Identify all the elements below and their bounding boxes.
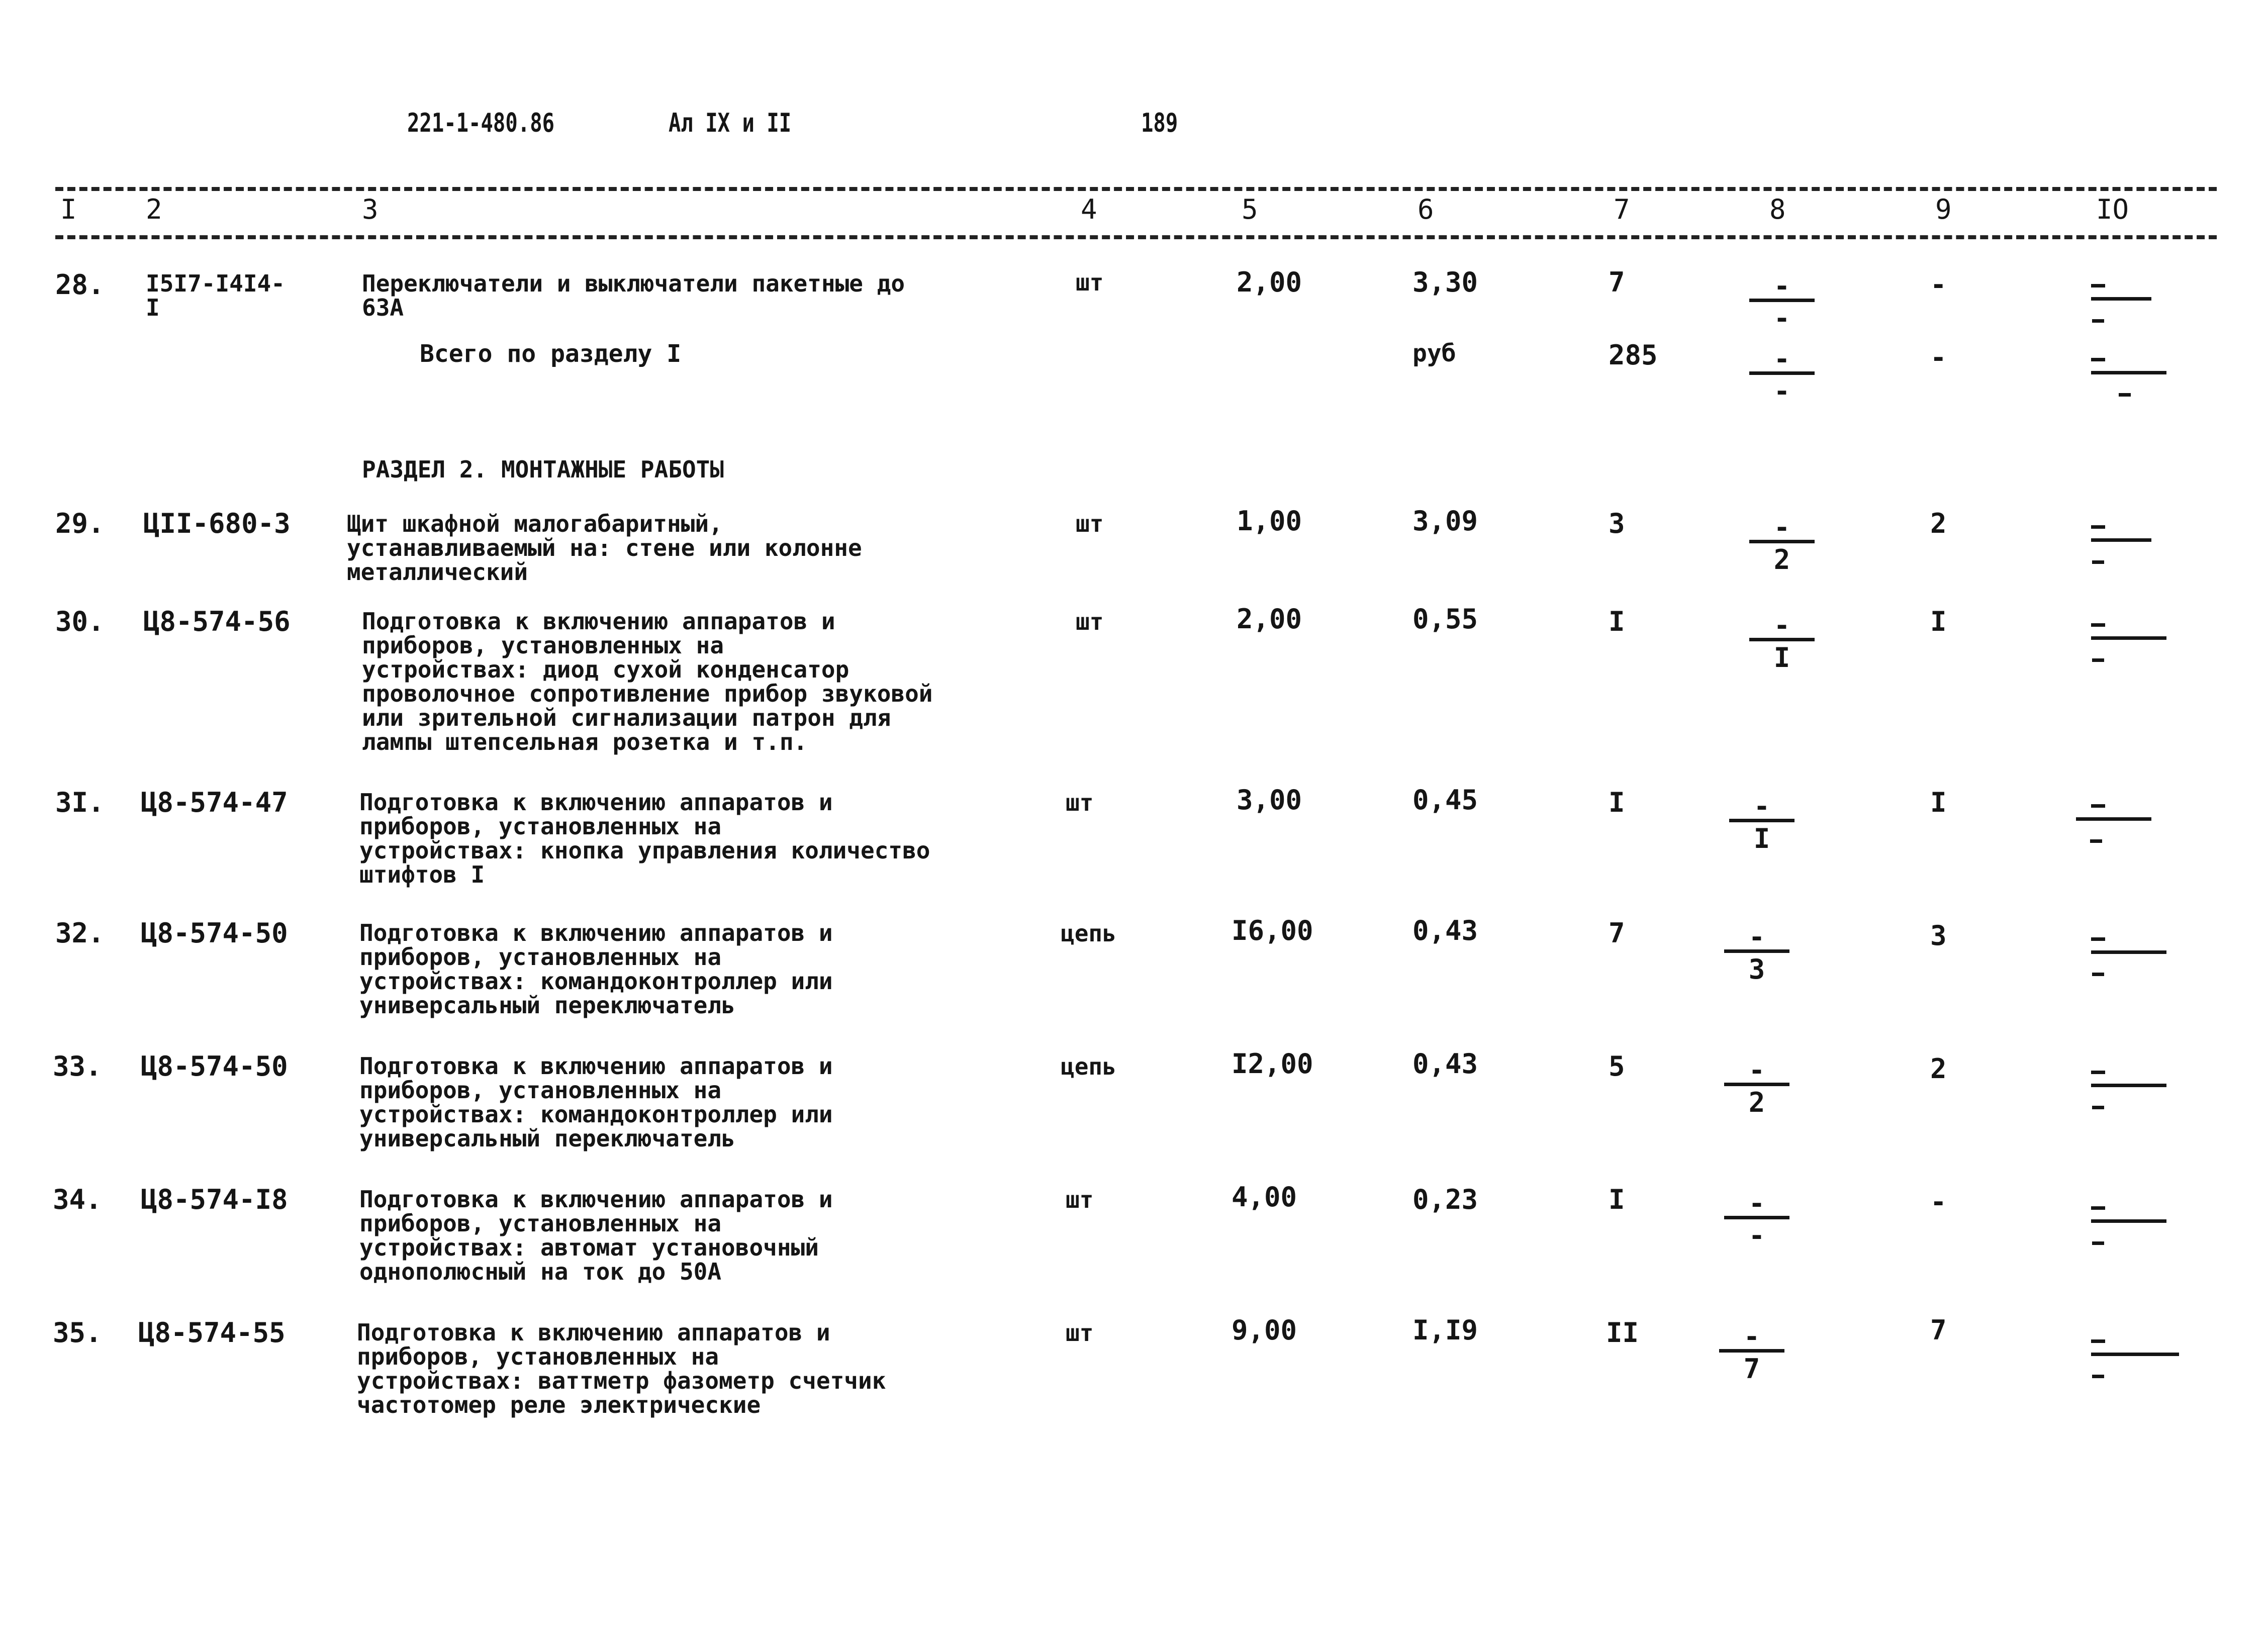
row-unit: шт <box>1076 269 1104 296</box>
row-col9: I <box>1930 787 1947 818</box>
fraction-numerator: - <box>1743 1321 1760 1353</box>
column-header-10: IO <box>2096 194 2129 225</box>
row-unit: шт <box>1066 789 1094 816</box>
column-header-7: 7 <box>1614 194 1630 225</box>
row-unit: шт <box>1076 608 1104 635</box>
row-total: 3 <box>1609 508 1625 539</box>
row-quantity: 1,00 <box>1237 505 1302 537</box>
row-total: 5 <box>1609 1050 1625 1082</box>
row-code: Ц8-574-50 <box>141 917 288 949</box>
fraction-numerator: - <box>1748 1054 1765 1086</box>
row-description: Подготовка к включению аппаратов и приборов, установленных на устройствах: диод сухой конденсатор проволочное сопротивление прибор звуковой или зрительной сигнализации патрон для лампы штепсельная розетка и т.п. <box>362 608 933 755</box>
column-header-3: 3 <box>362 194 379 225</box>
row-col9: I <box>1930 606 1947 637</box>
row-total: I <box>1609 1184 1625 1215</box>
section-title: РАЗДЕЛ 2. МОНТАЖНЫЕ РАБОТЫ <box>362 456 724 483</box>
document-code: 221-1-480.86 <box>407 108 555 138</box>
section-total-col8-fraction <box>1749 343 1815 407</box>
row-number: 34. <box>53 1184 102 1215</box>
fraction-numerator: - <box>1753 791 1770 822</box>
row-quantity: 2,00 <box>1237 603 1302 635</box>
row-unit: шт <box>1066 1186 1094 1213</box>
fraction-numerator: - <box>1748 921 1765 953</box>
row-code: ЦII-680-3 <box>143 508 291 539</box>
column-header-4: 4 <box>1081 194 1097 225</box>
row-price: 3,09 <box>1412 505 1478 537</box>
row-unit: цепь <box>1061 920 1116 947</box>
fraction-denominator: 3 <box>1748 953 1765 985</box>
page-number: 189 <box>1141 108 1178 138</box>
row-code: Ц8-574-56 <box>143 606 291 637</box>
column-header-9: 9 <box>1935 194 1952 225</box>
row-quantity: 9,00 <box>1232 1314 1297 1346</box>
row-number: 3I. <box>55 787 105 818</box>
row-description: Щит шкафной малогабаритный, устанавливаемый на: стене или колонне металлический <box>347 510 862 586</box>
row-quantity: I6,00 <box>1232 915 1313 946</box>
row-quantity: I2,00 <box>1232 1048 1313 1080</box>
row-col9: 3 <box>1930 920 1947 951</box>
row-description: Подготовка к включению аппаратов и приборов, установленных на устройствах: ваттметр фазометр счетчик частотомер реле электрические <box>357 1319 886 1418</box>
row-price: 0,43 <box>1412 1048 1478 1080</box>
fraction-numerator: - <box>1748 1188 1765 1219</box>
row-unit: шт <box>1066 1319 1094 1347</box>
row-price: 0,55 <box>1412 603 1478 635</box>
row-total: I <box>1609 606 1625 637</box>
row-number: 29. <box>55 508 105 539</box>
header-top-divider <box>55 187 2217 191</box>
section-total-amount: 285 <box>1609 339 1658 371</box>
fraction-numerator: - <box>1773 512 1790 543</box>
album-label: Ал IX и II <box>669 108 792 138</box>
row-description: Подготовка к включению аппаратов и приборов, установленных на устройствах: автомат установочный однополюсный на ток до 50А <box>359 1186 833 1285</box>
row-code: Ц8-574-55 <box>138 1317 286 1349</box>
row-col8-fraction <box>1749 512 1815 575</box>
column-header-1: I <box>60 194 77 225</box>
fraction-numerator: - <box>1773 610 1790 641</box>
row-number: 32. <box>55 917 105 949</box>
row-col8-fraction <box>1729 791 1794 854</box>
section-total-label: Всего по разделу I <box>420 340 682 368</box>
row-col8-fraction <box>1749 610 1815 674</box>
fraction-denominator: 2 <box>1773 544 1790 575</box>
row-price: 0,45 <box>1412 784 1478 816</box>
row-number: 35. <box>53 1317 102 1349</box>
row-col9: - <box>1930 1186 1947 1218</box>
row-total: 7 <box>1609 917 1625 949</box>
row-code: Ц8-574-I8 <box>141 1184 288 1215</box>
header-bottom-divider <box>55 235 2217 239</box>
column-header-6: 6 <box>1418 194 1434 225</box>
row-description: Подготовка к включению аппаратов и приборов, установленных на устройствах: кнопка управления количество штифтов I <box>359 789 930 888</box>
row-number: 33. <box>53 1050 102 1082</box>
column-header-8: 8 <box>1769 194 1786 225</box>
row-col8-fraction <box>1724 921 1789 985</box>
fraction-denominator: - <box>1748 1220 1765 1252</box>
row-price: 0,43 <box>1412 915 1478 946</box>
fraction-denominator: 2 <box>1748 1087 1765 1118</box>
row-code: Ц8-574-50 <box>141 1050 288 1082</box>
row-unit: цепь <box>1061 1053 1116 1080</box>
section-total-unit: руб <box>1412 339 1456 367</box>
row-code: Ц8-574-47 <box>141 787 288 818</box>
fraction-denominator: - <box>1773 303 1790 334</box>
row-total: II <box>1606 1317 1639 1349</box>
row-number: 28. <box>55 269 105 301</box>
row-total: I <box>1609 787 1625 818</box>
row-col9: 2 <box>1930 1053 1947 1085</box>
row-quantity: 4,00 <box>1232 1181 1297 1213</box>
row-price: I,I9 <box>1412 1314 1478 1346</box>
row-col9: 7 <box>1930 1314 1947 1346</box>
fraction-numerator: - <box>1773 343 1790 375</box>
row-col9: - <box>1930 269 1947 301</box>
row-price: 0,23 <box>1412 1184 1478 1215</box>
row-col8-fraction <box>1724 1054 1789 1118</box>
row-col8-fraction <box>1719 1321 1784 1385</box>
fraction-denominator: - <box>1773 375 1790 407</box>
row-quantity: 2,00 <box>1237 266 1302 298</box>
row-unit: шт <box>1076 510 1104 537</box>
fraction-denominator: I <box>1753 823 1770 854</box>
row-price: 3,30 <box>1412 266 1478 298</box>
fraction-numerator: - <box>1773 270 1790 302</box>
fraction-denominator: 7 <box>1743 1353 1760 1385</box>
row-quantity: 3,00 <box>1237 784 1302 816</box>
column-header-2: 2 <box>146 194 162 225</box>
row-col8-fraction <box>1749 270 1815 334</box>
fraction-denominator: I <box>1773 642 1790 674</box>
section-total-col9: - <box>1930 342 1947 373</box>
row-description: Подготовка к включению аппаратов и приборов, установленных на устройствах: командоконтроллер или универсальный переключатель <box>359 919 833 1019</box>
column-header-5: 5 <box>1242 194 1258 225</box>
row-number: 30. <box>55 606 105 637</box>
row-code: I5I7-I4I4- I <box>146 270 285 321</box>
row-col9: 2 <box>1930 508 1947 539</box>
row-description: Переключатели и выключатели пакетные до 63А <box>362 270 905 321</box>
row-description: Подготовка к включению аппаратов и приборов, установленных на устройствах: командоконтроллер или универсальный переключатель <box>359 1052 833 1152</box>
row-total: 7 <box>1609 266 1625 298</box>
row-col8-fraction <box>1724 1188 1789 1252</box>
